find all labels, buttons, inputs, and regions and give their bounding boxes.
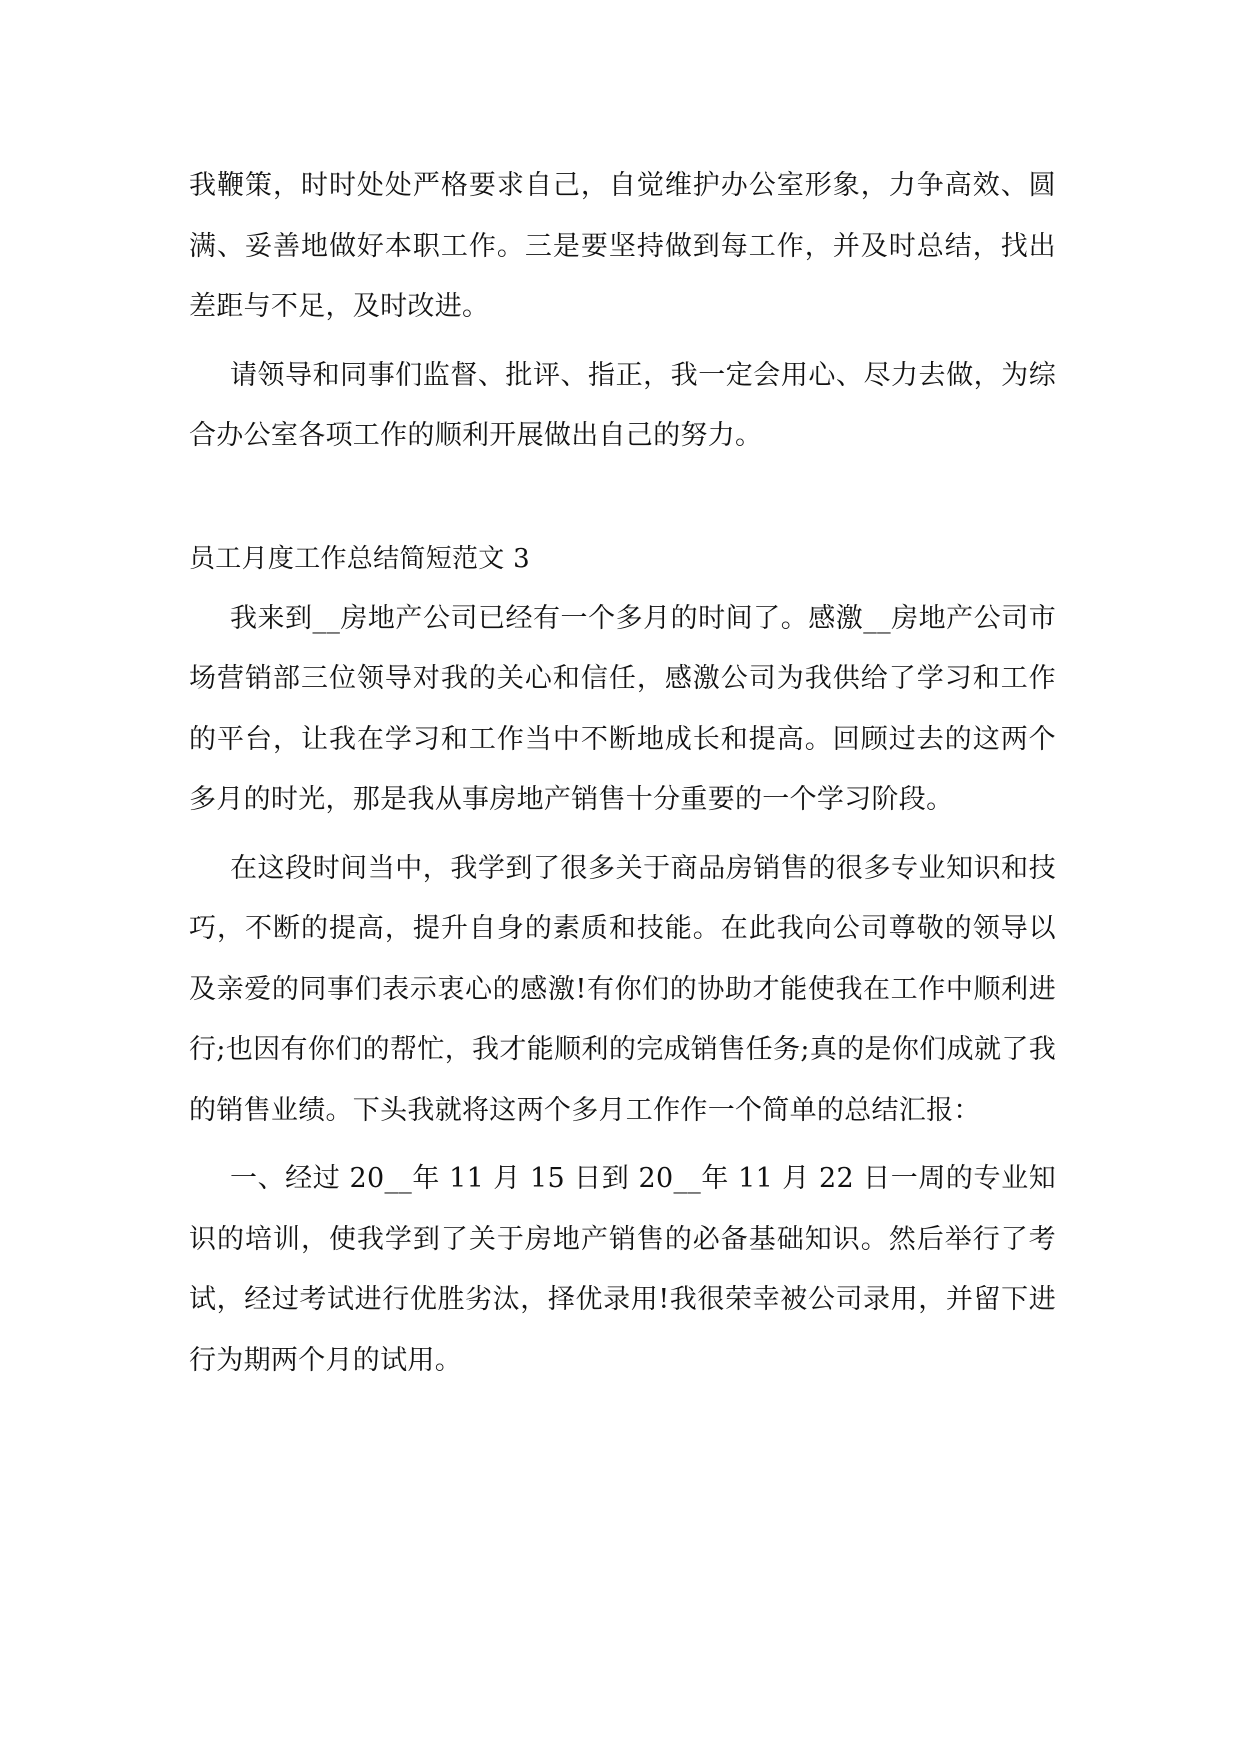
paragraph-continuation: 我鞭策，时时处处严格要求自己，自觉维护办公室形象，力争高效、圆满、妥善地做好本职工作。三是要坚持做到每工作，并及时总结，找出差距与不足，及时改进。 [189, 170, 1056, 322]
paragraph-request: 请领导和同事们监督、批评、指正，我一定会用心、尽力去做，为综合办公室各项工作的顺利开展做出自己的努力。 [189, 359, 1056, 451]
section-spacer [189, 467, 1056, 529]
paragraph-thanks: 在这段时间当中，我学到了很多关于商品房销售的很多专业知识和技巧，不断的提高，提升自身的素质和技能。在此我向公司尊敬的领导以及亲爱的同事们表示衷心的感激!有你们的协助才能使我在工作中顺利进行;也因有你们的帮忙，我才能顺利的完成销售任务;真的是你们成就了我的销售业绩。下头我就将这两个多月工作作一个简单的总结汇报： [189, 852, 1056, 1126]
document-body [189, 156, 1056, 1391]
paragraph-intro: 我来到__房地产公司已经有一个多月的时间了。感激__房地产公司市场营销部三位领导对我的关心和信任，感激公司为我供给了学习和工作的平台，让我在学习和工作当中不断地成长和提高。回顾过去的这两个多月的时光，那是我从事房地产销售十分重要的一个学习阶段。 [189, 602, 1056, 815]
paragraph-spacer [189, 831, 1056, 839]
section-title: 员工月度工作总结简短范文 3 [189, 543, 531, 574]
paragraph-training: 一、经过 20__年 11 月 15 日到 20__年 11 月 22 日一周的专业知识的培训，使我学到了关于房地产销售的必备基础知识。然后举行了考试，经过考试进行优胜劣汰，择优录用!我很荣幸被公司录用，并留下进行为期两个月的试用。 [189, 1163, 1056, 1376]
paragraph-spacer [189, 1141, 1056, 1149]
paragraph-spacer [189, 338, 1056, 346]
